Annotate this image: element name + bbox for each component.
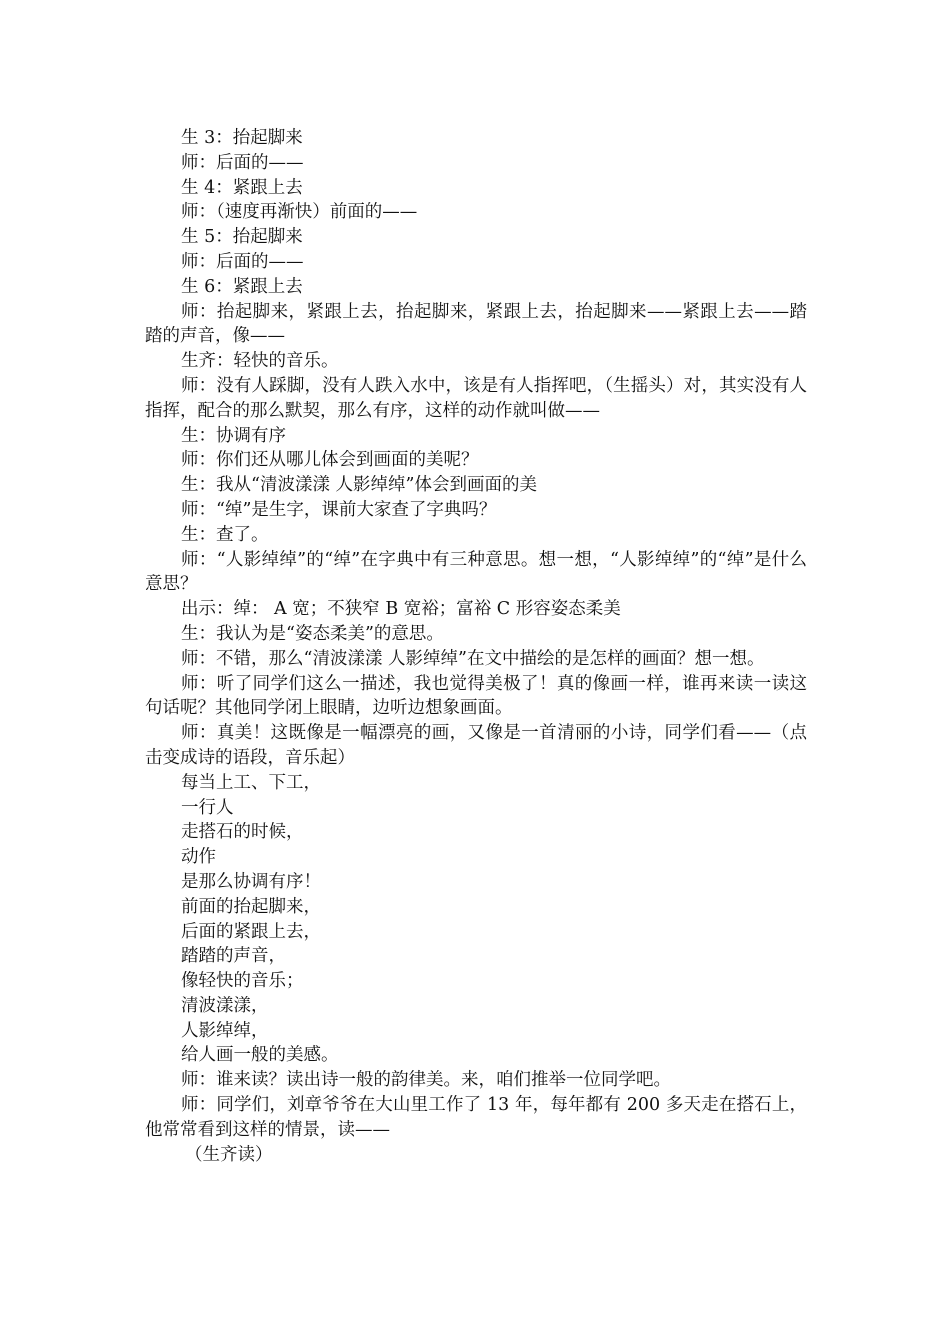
paragraph: 生：我认为是“姿态柔美”的意思。 — [181, 623, 444, 644]
poem-line: 像轻快的音乐； — [181, 971, 304, 992]
poem-line: 走搭石的时候， — [181, 822, 304, 843]
paragraph: 师：不错，那么“清波漾漾 人影绰绰”在文中描绘的是怎样的画面？想一想。 — [181, 648, 765, 669]
paragraph: 师：你们还从哪儿体会到画面的美呢？ — [181, 450, 479, 471]
paragraph: 生 6：紧跟上去 — [181, 276, 303, 297]
document-body — [145, 126, 807, 1167]
paragraph: 师：（速度再渐快）前面的—— — [181, 202, 418, 223]
paragraph: 出示：绰： A 宽；不狭窄 B 宽裕；富裕 C 形容姿态柔美 — [181, 599, 621, 620]
paragraph: 生 3：抬起脚来 — [181, 128, 303, 148]
poem-line: 给人画一般的美感。 — [181, 1045, 339, 1066]
poem-line: 踏踏的声音， — [181, 946, 286, 967]
paragraph: 生：查了。 — [181, 524, 269, 545]
paragraph: 师：没有人踩脚，没有人跌入水中，该是有人指挥吧，（生摇头）对，其实没有人指挥，配合的那么默契，那么有序，这样的动作就叫做—— — [145, 375, 807, 421]
paragraph: 师：“人影绰绰”的“绰”在字典中有三种意思。想一想，“人影绰绰”的“绰”是什么意思？ — [145, 549, 807, 595]
paragraph: 师：后面的—— — [181, 251, 304, 272]
paragraph: 师：真美！这既像是一幅漂亮的画，又像是一首清丽的小诗，同学们看——（点击变成诗的语段，音乐起） — [145, 723, 807, 768]
poem-line: 一行人 — [181, 797, 234, 818]
paragraph: 师：后面的—— — [181, 152, 304, 173]
poem-line: 每当上工、下工， — [181, 772, 321, 793]
stage-direction: （生齐读） — [185, 1144, 273, 1165]
paragraph: 师：抬起脚来，紧跟上去，抬起脚来，紧跟上去，抬起脚来——紧跟上去——踏踏的声音，像—— — [145, 301, 807, 347]
poem-line: 动作 — [181, 847, 216, 868]
paragraph: 生 4：紧跟上去 — [181, 177, 303, 198]
paragraph: 师：同学们，刘章爷爷在大山里工作了 13 年，每年都有 200 多天走在搭石上，他常常看到这样的情景，读—— — [145, 1095, 807, 1140]
poem-line: 人影绰绰， — [181, 1020, 269, 1041]
poem-line: 是那么协调有序！ — [181, 871, 321, 892]
paragraph: 师：谁来读？读出诗一般的韵律美。来，咱们推举一位同学吧。 — [181, 1070, 671, 1091]
paragraph: 生：协调有序 — [181, 425, 286, 446]
poem-line: 清波漾漾， — [181, 995, 269, 1016]
paragraph: 生：我从“清波漾漾 人影绰绰”体会到画面的美 — [181, 475, 537, 496]
poem-line: 前面的抬起脚来， — [181, 896, 321, 917]
paragraph: 师：“绰”是生字，课前大家查了字典吗？ — [181, 499, 497, 520]
paragraph: 生齐：轻快的音乐。 — [181, 351, 339, 372]
paragraph: 师：听了同学们这么一描述，我也觉得美极了！真的像画一样，谁再来读一读这句话呢？其他同学闭上眼睛，边听边想象画面。 — [145, 673, 807, 719]
poem-line: 后面的紧跟上去， — [181, 921, 321, 942]
paragraph: 生 5：抬起脚来 — [181, 227, 303, 248]
